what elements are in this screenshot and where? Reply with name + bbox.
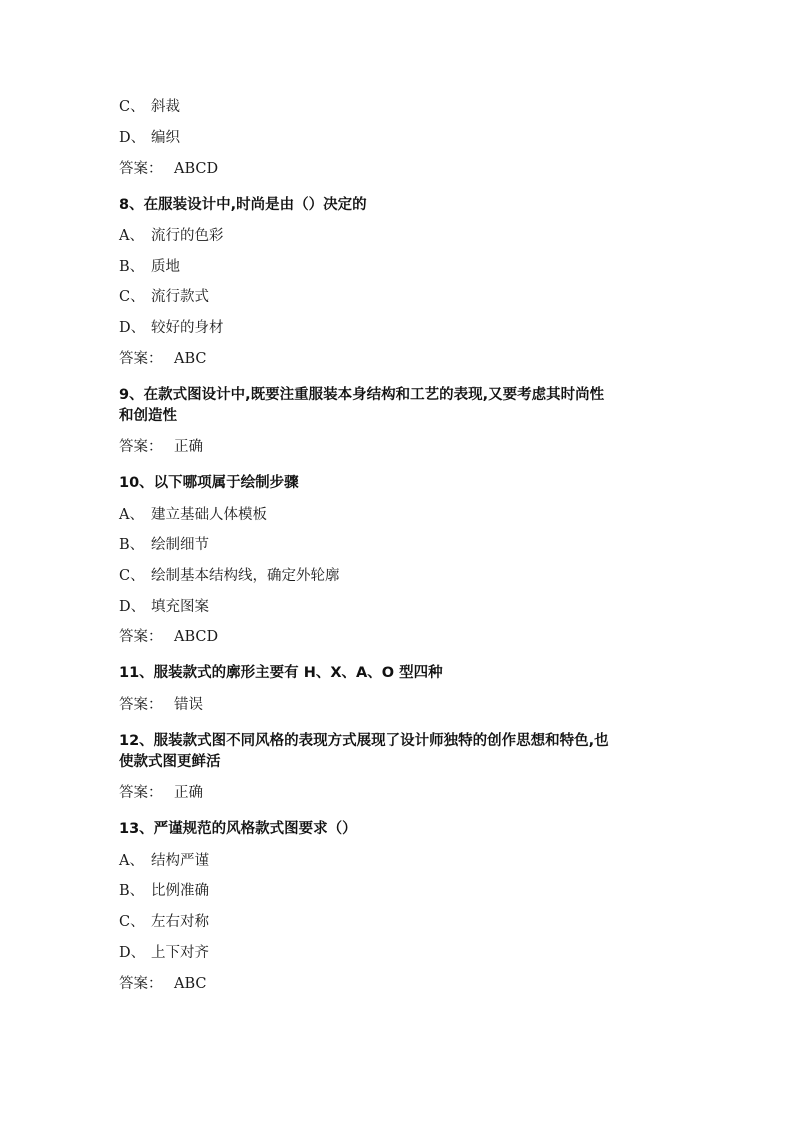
option-text: 左右对称	[151, 914, 209, 930]
option-letter: C、	[119, 568, 145, 584]
answer-q8	[119, 349, 207, 369]
option-q10-c	[119, 566, 340, 586]
option-letter: B、	[119, 883, 145, 899]
option-q8-b	[119, 257, 180, 277]
answer-value: 正确	[174, 785, 203, 801]
option-q10-d	[119, 597, 209, 617]
answer-label: 答案：	[119, 351, 163, 367]
option-text: 斜裁	[151, 99, 180, 115]
answer-value: ABC	[174, 976, 207, 992]
question-8: 8、在服装设计中,时尚是由（）决定的	[119, 197, 367, 213]
option-text: 建立基础人体模板	[151, 507, 267, 523]
option-letter: A、	[119, 507, 144, 523]
answer-label: 答案：	[119, 697, 163, 713]
answer-q10	[119, 627, 218, 647]
answer-label: 答案：	[119, 629, 163, 645]
answer-label: 答案：	[119, 161, 163, 177]
option-letter: A、	[119, 853, 144, 869]
question-9-line-2: 和创造性	[119, 408, 177, 424]
option-letter: C、	[119, 289, 145, 305]
answer-q13	[119, 974, 207, 994]
option-letter: D、	[119, 945, 146, 961]
answer-q12	[119, 783, 203, 803]
answer-label: 答案：	[119, 439, 163, 455]
option-text: 编织	[151, 130, 180, 146]
question-9-line-1: 9、在款式图设计中,既要注重服装本身结构和工艺的表现,又要考虑其时尚性	[119, 387, 605, 403]
question-12-line-1: 12、服装款式图不同风格的表现方式展现了设计师独特的创作思想和特色,也	[119, 733, 609, 749]
option-q8-d	[119, 318, 224, 338]
option-text: 比例准确	[151, 883, 209, 899]
option-text: 流行款式	[151, 289, 209, 305]
option-text: 填充图案	[151, 599, 209, 615]
option-q13-d	[119, 943, 209, 963]
answer-value: 错误	[174, 697, 203, 713]
answer-value: ABCD	[174, 161, 219, 177]
option-letter: B、	[119, 537, 145, 553]
option-q7-d	[119, 128, 180, 148]
option-letter: D、	[119, 130, 146, 146]
option-letter: D、	[119, 599, 146, 615]
option-q13-a	[119, 851, 209, 871]
option-letter: A、	[119, 228, 144, 244]
answer-q7	[119, 159, 218, 179]
question-10: 10、以下哪项属于绘制步骤	[119, 475, 299, 491]
answer-q9	[119, 437, 203, 457]
option-text: 较好的身材	[151, 320, 224, 336]
question-13: 13、严谨规范的风格款式图要求（）	[119, 821, 357, 837]
option-q8-c	[119, 287, 209, 307]
option-text: 质地	[151, 259, 180, 275]
answer-label: 答案：	[119, 976, 163, 992]
answer-value: ABC	[174, 351, 207, 367]
answer-q11	[119, 695, 203, 715]
answer-value: 正确	[174, 439, 203, 455]
question-11: 11、服装款式的廓形主要有 H、X、A、O 型四种	[119, 665, 443, 681]
option-letter: D、	[119, 320, 146, 336]
option-q13-c	[119, 912, 209, 932]
option-q8-a	[119, 226, 224, 246]
option-q7-c	[119, 97, 180, 117]
option-q13-b	[119, 881, 209, 901]
answer-label: 答案：	[119, 785, 163, 801]
option-q10-a	[119, 505, 267, 525]
option-letter: C、	[119, 99, 145, 115]
option-letter: B、	[119, 259, 145, 275]
question-12-line-2: 使款式图更鲜活	[119, 754, 221, 770]
option-text: 上下对齐	[151, 945, 209, 961]
option-text: 结构严谨	[151, 853, 209, 869]
option-text: 流行的色彩	[151, 228, 224, 244]
option-q10-b	[119, 535, 209, 555]
option-text: 绘制细节	[151, 537, 209, 553]
option-text: 绘制基本结构线，确定外轮廓	[151, 568, 340, 584]
option-letter: C、	[119, 914, 145, 930]
answer-value: ABCD	[174, 629, 219, 645]
